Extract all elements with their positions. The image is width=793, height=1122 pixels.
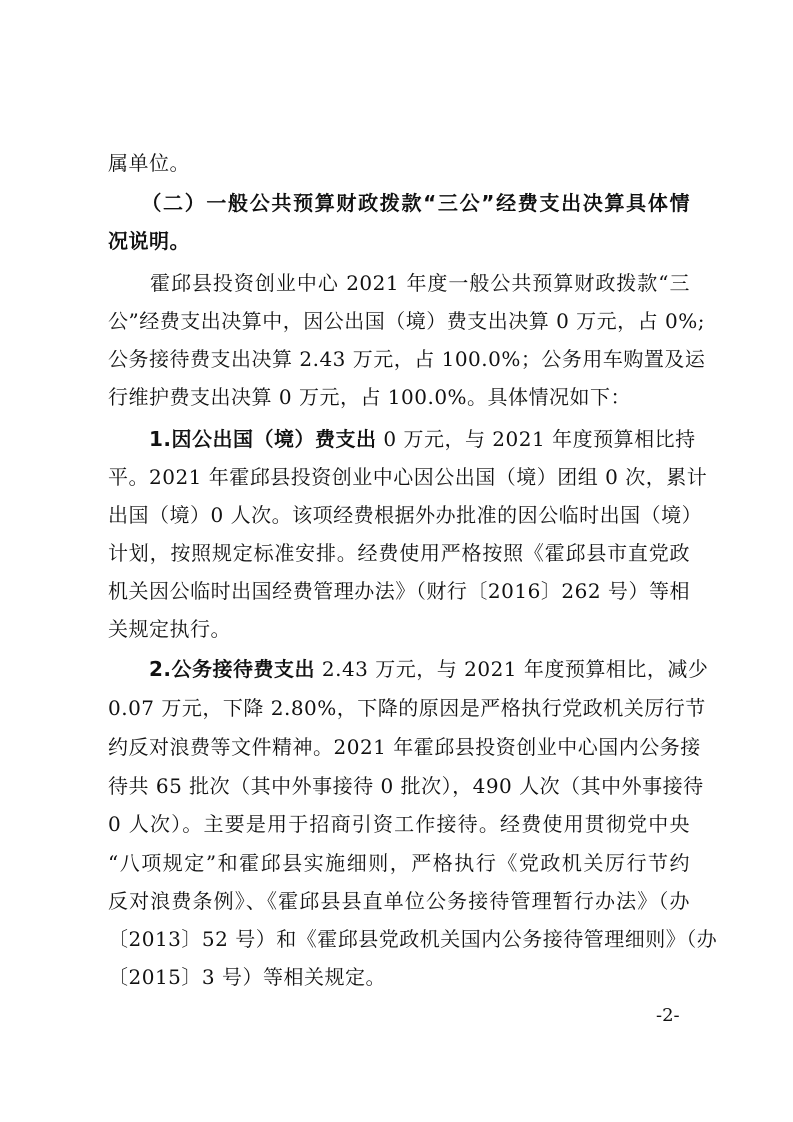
paragraph-line [108, 695, 706, 721]
body-text: 计划，按照规定标准安排。经费使用严格按照《霍邱县市直党政 [108, 541, 690, 565]
body-text: 0 人次）。主要是用于招商引资工作接待。经费使用贯彻党中央 [108, 812, 690, 836]
paragraph-line [108, 384, 690, 410]
body-text: 反对浪费条例》、《霍邱县县直单位公务接待管理暂行办法》（办 [108, 889, 690, 913]
page-number: -2- [656, 1005, 680, 1026]
paragraph-line [108, 540, 690, 566]
body-text: 待共 65 批次（其中外事接待 0 批次），490 人次（其中外事接待 [108, 774, 704, 798]
paragraph-line [108, 270, 690, 296]
body-text: 行维护费支出决算 0 万元，占 100.0%。具体情况如下： [108, 385, 632, 409]
paragraph-line [108, 888, 690, 914]
paragraph-line [108, 926, 718, 952]
paragraph-line [108, 850, 690, 876]
body-text: 〔2015〕3 号）等相关规定。 [108, 965, 386, 989]
body-text: 2.43 万元，与 2021 年度预算相比，减少 [315, 657, 709, 681]
paragraph-line [108, 346, 706, 372]
heading-line [108, 656, 709, 682]
heading-line [108, 426, 696, 452]
body-text: 0 万元，与 2021 年度预算相比持 [376, 427, 696, 451]
paragraph-line [108, 964, 690, 990]
paragraph-line [108, 734, 701, 760]
body-text: 公务接待费支出决算 2.43 万元，占 100.0%；公务用车购置及运 [108, 347, 706, 371]
body-text: 霍邱县投资创业中心 2021 年度一般公共预算财政拨款“三 [108, 271, 690, 295]
paragraph-line [108, 773, 704, 799]
bold-heading-text: （二）一般公共预算财政拨款“三公”经费支出决算具体情 [108, 191, 690, 215]
body-text: 〔2013〕52 号）和《霍邱县党政机关国内公务接待管理细则》（办 [108, 927, 718, 951]
body-text: 机关因公临时出国经费管理办法》（财行〔2016〕262 号）等相 [108, 579, 690, 603]
paragraph-line [108, 578, 690, 604]
paragraph-line [108, 616, 690, 642]
bold-heading-text: 况说明。 [108, 229, 190, 253]
bold-heading-text: 1.因公出国（境）费支出 [108, 427, 377, 451]
body-text: 关规定执行。 [108, 617, 231, 641]
paragraph-line [108, 308, 705, 334]
body-text: 公”经费支出决算中，因公出国（境）费支出决算 0 万元，占 0%; [108, 309, 705, 333]
body-text: 0.07 万元，下降 2.80%，下降的原因是严格执行党政机关厉行节 [108, 696, 706, 720]
body-text: 属单位。 [108, 151, 190, 175]
body-text: “八项规定”和霍邱县实施细则，严格执行《党政机关厉行节约 [108, 851, 690, 875]
paragraph-line [108, 150, 690, 176]
heading-line [108, 228, 690, 254]
heading-line [108, 190, 690, 216]
paragraph-line [108, 811, 690, 837]
paragraph-line [108, 502, 703, 528]
paragraph-line [108, 464, 708, 490]
bold-heading-text: 2.公务接待费支出 [108, 657, 316, 681]
body-text: 约反对浪费等文件精神。2021 年霍邱县投资创业中心国内公务接 [108, 735, 701, 759]
body-text: 出国（境）0 人次。该项经费根据外办批准的因公临时出国（境） [108, 503, 703, 527]
body-text: 平。2021 年霍邱县投资创业中心因公出国（境）团组 0 次，累计 [108, 465, 708, 489]
